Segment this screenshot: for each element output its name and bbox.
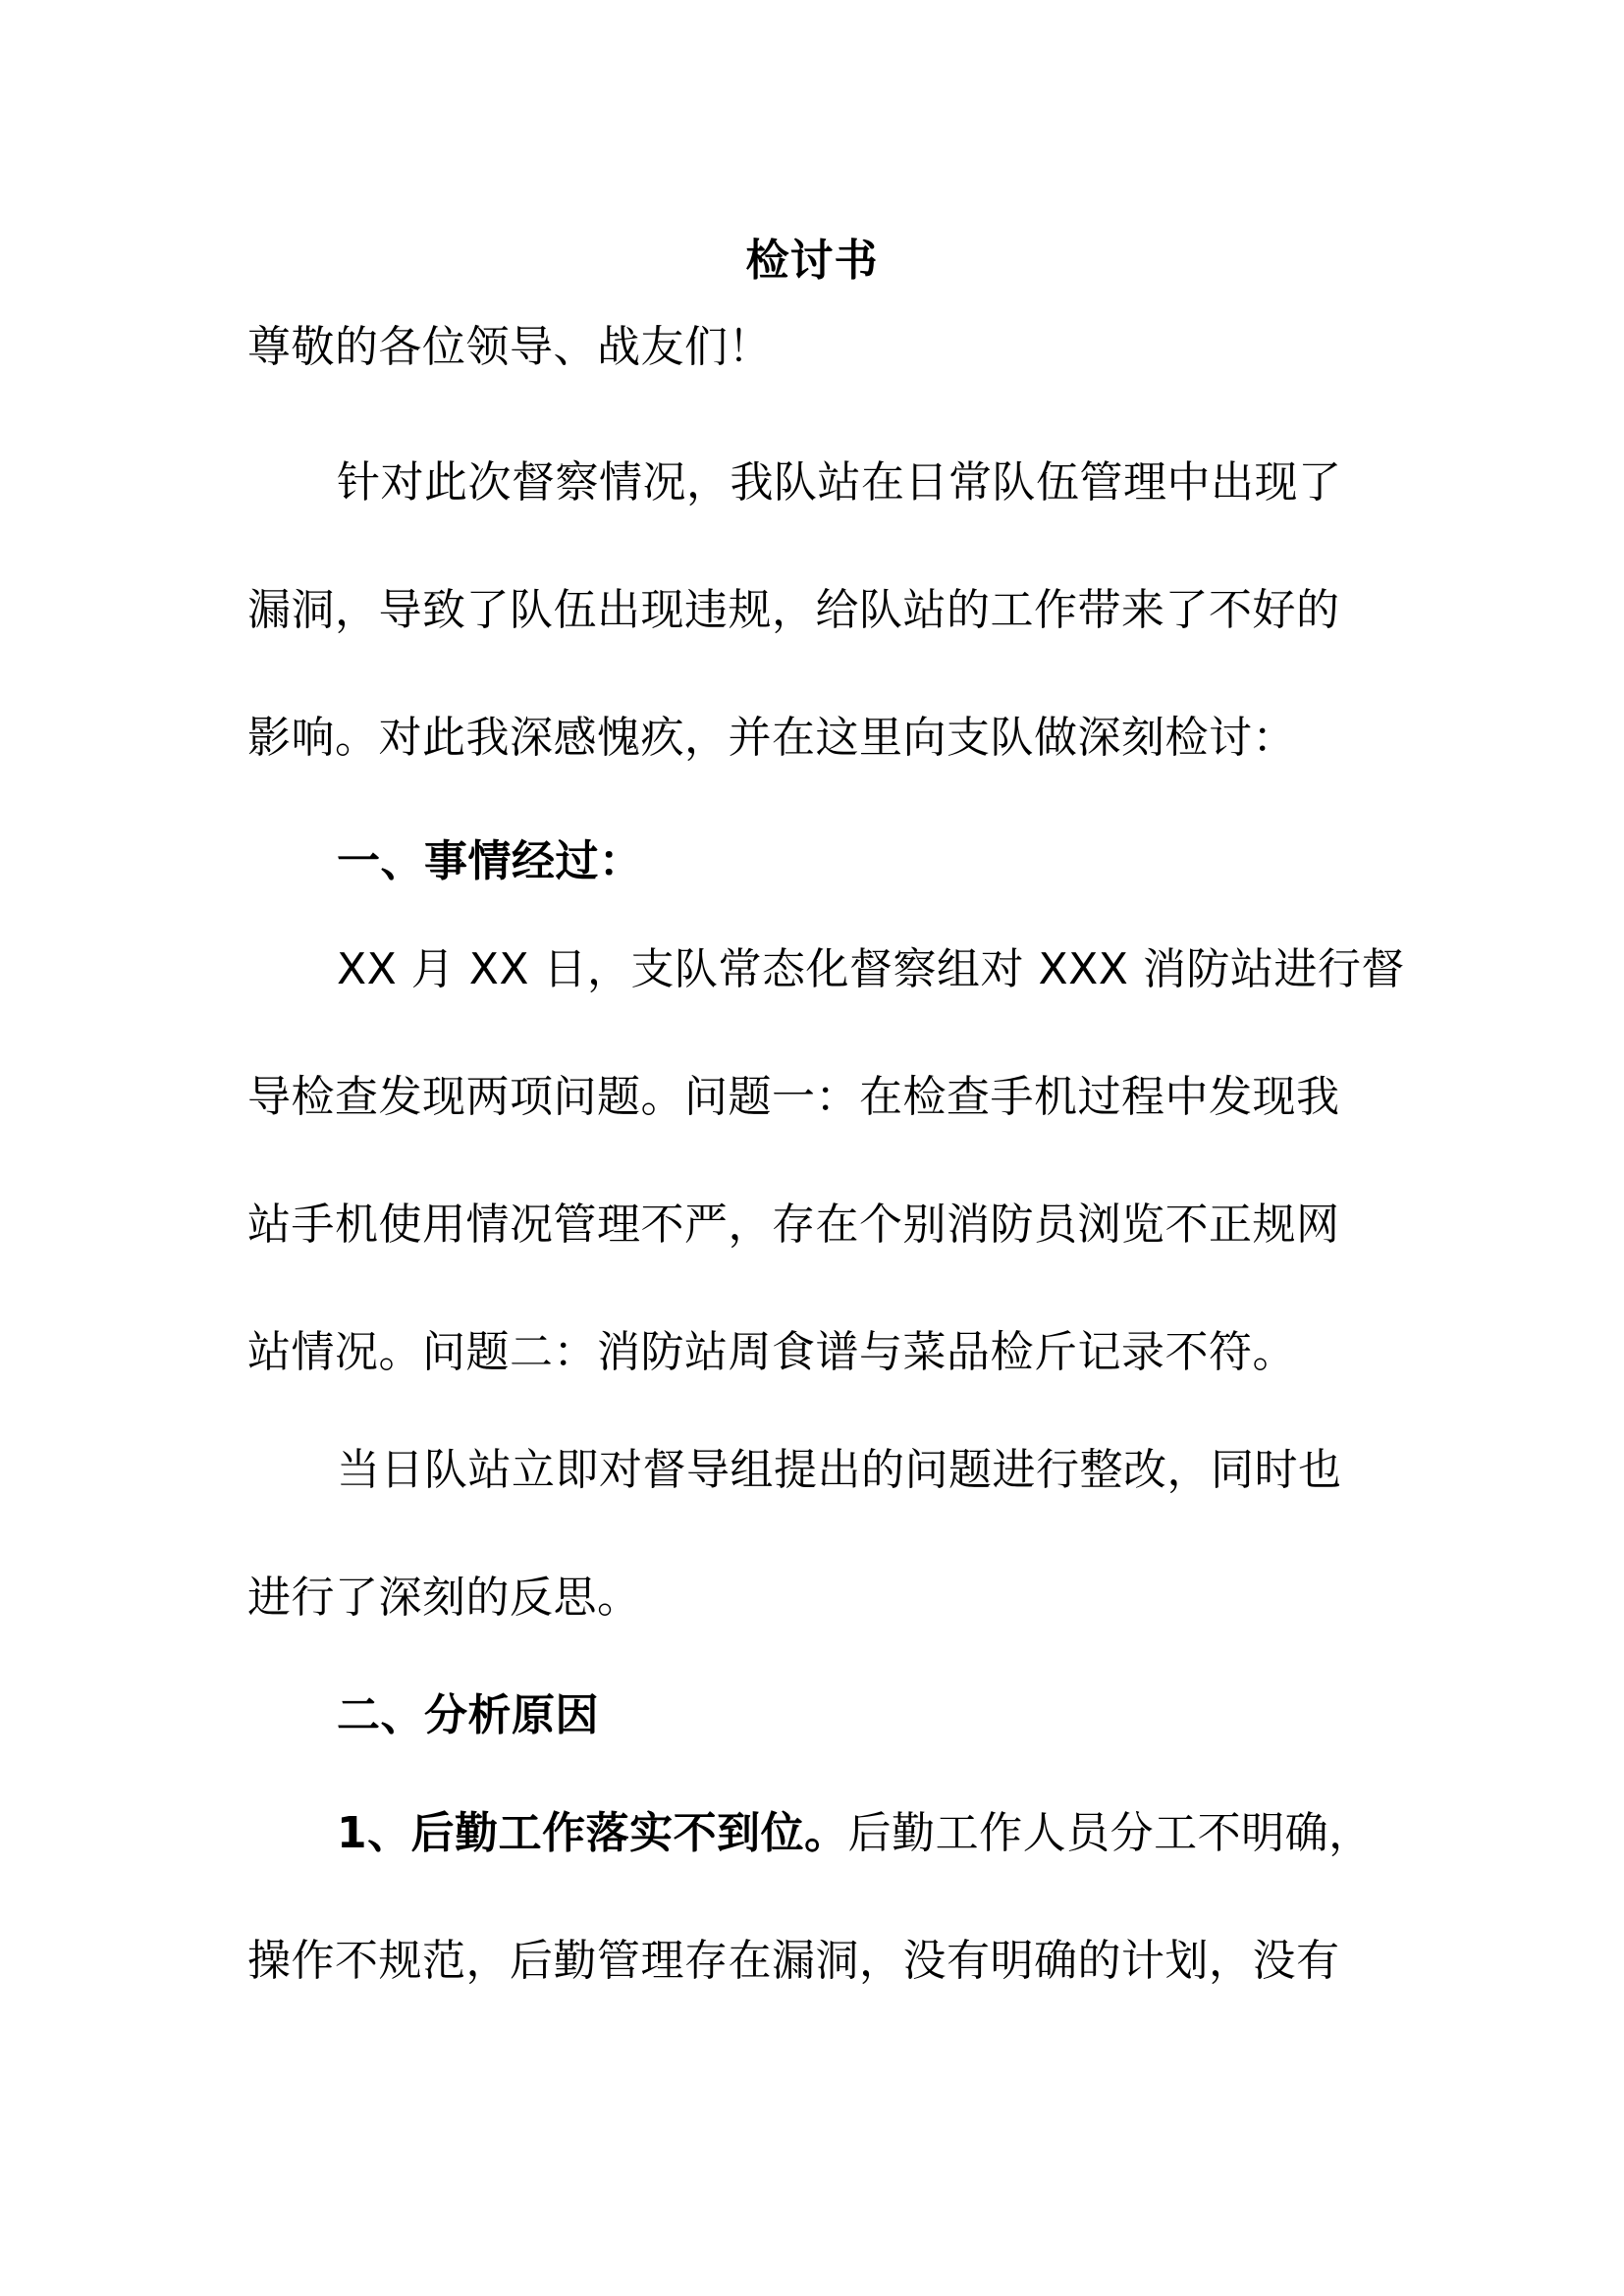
section2-item1-lead: 1、后勤工作落实不到位。: [337, 1808, 848, 1858]
section2-item1-line-1: [337, 1804, 1373, 1863]
section1-para1-line-3: 站手机使用情况管理不严，存在个别消防员浏览不正规网: [247, 1200, 1340, 1250]
intro-line-3: 影响。对此我深感愧疚，并在这里向支队做深刻检讨：: [247, 713, 1296, 763]
section1-para1-line-4: 站情况。问题二：消防站周食谱与菜品检斤记录不符。: [247, 1327, 1296, 1377]
section2-item1-line-2: 操作不规范，后勤管理存在漏洞，没有明确的计划，没有: [247, 1936, 1340, 1986]
intro-line-2: 漏洞，导致了队伍出现违规，给队站的工作带来了不好的: [247, 585, 1340, 635]
section2-item1-rest: 后勤工作人员分工不明确，: [847, 1808, 1373, 1858]
intro-line-1: 针对此次督察情况，我队站在日常队伍管理中出现了: [337, 457, 1342, 507]
salutation: 尊敬的各位领导、战友们！: [247, 322, 772, 372]
document-title: 检讨书: [745, 236, 879, 286]
section1-para2-line-2: 进行了深刻的反思。: [247, 1573, 641, 1623]
section2-heading: 二、分析原因: [337, 1690, 599, 1740]
section1-heading: 一、事情经过：: [337, 836, 643, 886]
section1-para1-line-2: 导检查发现两项问题。问题一：在检查手机过程中发现我: [247, 1072, 1340, 1122]
section1-para2-line-1: 当日队站立即对督导组提出的问题进行整改，同时也: [337, 1445, 1342, 1495]
section1-para1-line-1: XX 月 XX 日，支队常态化督察组对 XXX 消防站进行督: [337, 944, 1405, 994]
